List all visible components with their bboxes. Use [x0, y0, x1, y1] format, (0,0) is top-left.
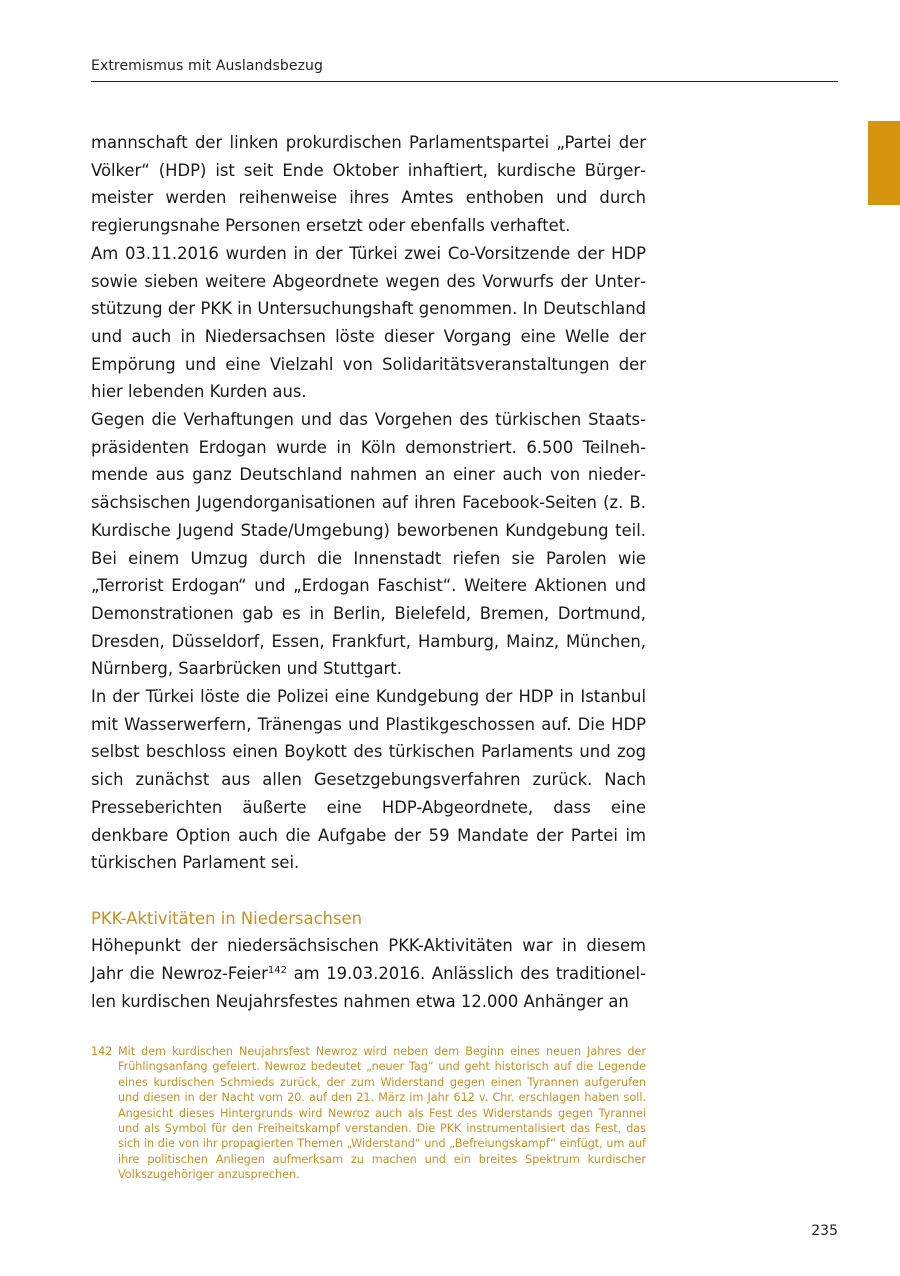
paragraph: Am 03.11.2016 wurden in der Türkei zwei Co-Vorsitzende der HDP sowie sieben weitere Abgeordnete wegen des Vorwurfs der Unterstützung der PKK in Untersuchungshaft genommen. In Deutschland und auch in Niedersachsen löste dieser Vorgang eine Welle der Empörung und eine Vielzahl von Solidaritätsveranstaltungen der hier lebenden Kurden aus. — [91, 243, 646, 402]
footnote-number: 142 — [91, 1045, 113, 1058]
section-text-end: am 19.03.2016. Anlässlich des traditionellen kurdischen Neujahrsfestes nahmen etwa 12.000 Anhänger an — [91, 964, 646, 1011]
page-number: 235 — [811, 1223, 838, 1239]
footnote — [91, 1044, 646, 1183]
paragraph: Gegen die Verhaftungen und das Vorgehen des türkischen Staatspräsidenten Erdogan wurde in Köln demonstriert. 6.500 Teilnehmende aus ganz Deutschland nahmen an einer auch von niedersächsischen Jugendorganisationen auf ihren Facebook-Seiten (z. B. Kurdische Jugend Stade/Umgebung) beworbenen Kundgebung teil. Bei einem Umzug durch die Innenstadt riefen sie Parolen wie „Terrorist Erdogan“ und „Erdogan Faschist“. Weitere Aktionen und Demonstrationen gab es in Berlin, Bielefeld, Bremen, Dortmund, Dresden, Düsseldorf, Essen, Frankfurt, Hamburg, Mainz, München, Nürnberg, Saarbrücken und Stuttgart. — [91, 410, 646, 679]
main-text — [91, 129, 646, 1015]
section-text-start: Höhepunkt der niedersächsischen PKK-Aktivitäten war in diesem Jahr die Newroz-Feier — [91, 936, 646, 984]
paragraph: In der Türkei löste die Polizei eine Kundgebung der HDP in Istanbul mit Wasserwerfern, Tränengas und Plastikgeschossen auf. Die HDP selbst beschloss einen Boykott des türkischen Parlaments und zog sich zunächst aus allen Gesetzgebungsverfahren zurück. Nach Presseberichten äußerte eine HDP-Abgeordnete, dass eine denkbare Option auch die Aufgabe der 59 Mandate der Partei im türkischen Parlament sei. — [91, 687, 646, 873]
header-rule — [91, 81, 838, 82]
footnote-reference[interactable]: 142 — [267, 965, 287, 977]
chapter-marker-tab — [868, 121, 900, 205]
paragraph: mannschaft der linken prokurdischen Parlamentspartei „Partei der Völker“ (HDP) ist seit Ende Oktober inhaftiert, kurdische Bürgermeister werden reihenweise ihres Amtes enthoben und durch regierungsnahe Personen ersetzt oder ebenfalls verhaftet. — [91, 133, 646, 236]
footnote-text: Mit dem kurdischen Neujahrsfest Newroz wird neben dem Beginn eines neuen Jahres der Frühlingsanfang gefeiert. Newroz bedeutet „neuer Tag“ und geht historisch auf die Legende eines kurdischen Schmieds zurück, der zum Widerstand gegen einen Tyrannen aufgerufen und diesen in der Nacht vom 20. auf den 21. März im Jahr 612 v. Chr. erschlagen haben soll. Angesicht dieses Hintergrunds wird Newroz auch als Fest des Widerstands gegen Tyrannei und als Symbol für den Freiheitskampf verstanden. Die PKK instrumentalisiert das Fest, das sich in die von ihr propagierten Themen „Widerstand“ und „Befreiungskampf“ einfügt, um auf ihre politischen Anliegen aufmerksam zu machen und ein breites Spektrum kurdischer Volkszugehöriger anzusprechen. — [118, 1045, 646, 1182]
section-heading: PKK-Aktivitäten in Niedersachsen — [91, 908, 363, 928]
running-title: Extremismus mit Auslandsbezug — [91, 58, 323, 74]
section-paragraph — [91, 932, 646, 1015]
